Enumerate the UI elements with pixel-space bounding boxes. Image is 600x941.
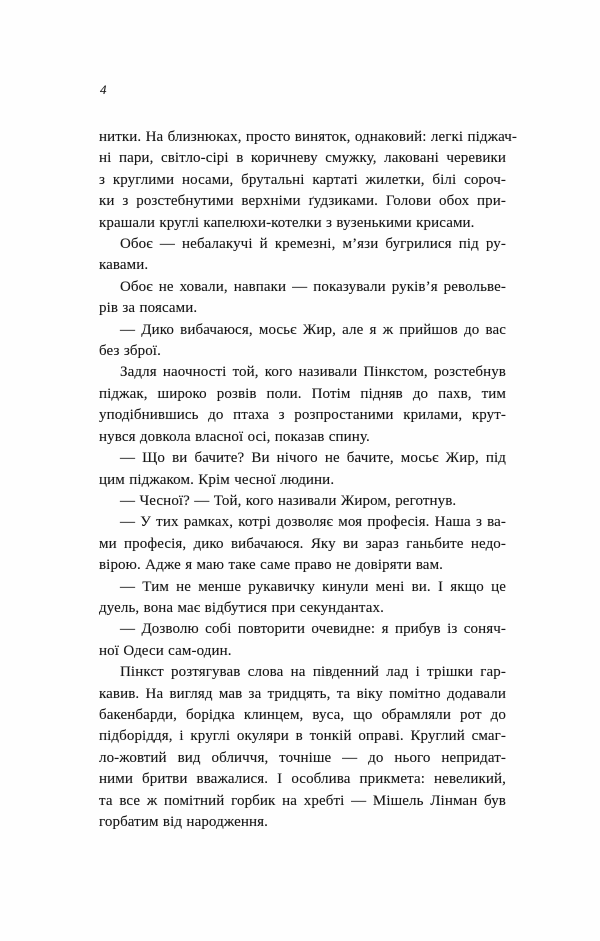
text-line: — Дико вибачаюся, мосьє Жир, але я ж прийшов до вас bbox=[120, 321, 506, 338]
paragraph bbox=[99, 362, 506, 448]
text-line: — Тим не менше рукавичку кинули мені ви. І якщо це bbox=[120, 578, 506, 595]
text-line: дуель, вона має відбутися при секундантах. bbox=[99, 599, 384, 616]
text-line: Пінкст розтягував слова на південний лад і трішки гар- bbox=[120, 664, 506, 681]
paragraph bbox=[99, 512, 506, 576]
paragraph bbox=[99, 234, 506, 277]
text-line: Обоє не ховали, навпаки — показували руків’я револьве- bbox=[120, 278, 506, 295]
text-line: ної Одеси сам-один. bbox=[99, 642, 232, 659]
text-line: ки з розстебнутими верхніми ґудзиками. Голови обох при- bbox=[99, 193, 506, 210]
text-line: з круглими носами, брутальні картаті жилетки, білі сороч- bbox=[99, 171, 506, 188]
text-line: уподібнившись до птаха з розпростаними крилами, крут- bbox=[99, 407, 506, 424]
text-line: та все ж помітний горбик на хребті — Мішель Лінман був bbox=[99, 792, 506, 809]
text-line: без зброї. bbox=[99, 343, 161, 360]
paragraph bbox=[99, 577, 506, 620]
text-line: — Чесної? — Той, кого називали Жиром, реготнув. bbox=[120, 492, 457, 509]
text-line: Задля наочності той, кого називали Пінкстом, розстебнув bbox=[120, 364, 506, 381]
text-line: цим піджаком. Крім чесної людини. bbox=[99, 471, 335, 488]
page-number: 4 bbox=[100, 82, 107, 97]
text-line: піджак, широко розвів поли. Потім підняв до пахв, тим bbox=[99, 385, 506, 402]
text-line: підборіддя, і круглі окуляри в тонкій оправі. Круглий смаг- bbox=[99, 728, 506, 745]
text-line: бакенбарди, борідка клинцем, вуса, що обрамляли рот до bbox=[99, 706, 506, 723]
paragraph bbox=[99, 619, 506, 662]
text-line: ні пари, світло-сірі в коричневу смужку, лаковані черевики bbox=[99, 150, 506, 167]
text-line: нувся довкола власної осі, показав спину. bbox=[99, 428, 370, 445]
text-line: вірою. Адже я маю таке саме право не довіряти вам. bbox=[99, 557, 444, 574]
text-line: — Дозволю собі повторити очевидне: я прибув із соняч- bbox=[120, 621, 506, 638]
paragraph bbox=[99, 491, 506, 512]
text-line: рів за поясами. bbox=[99, 300, 198, 317]
paragraph bbox=[99, 320, 506, 363]
text-line: — У тих рамках, котрі дозволяє моя професія. Наша з ва- bbox=[120, 514, 506, 531]
text-line: горбатим від народження. bbox=[99, 814, 268, 830]
paragraph bbox=[99, 277, 506, 320]
text-line: Обоє — небалакучі й кремезні, м’язи бугрилися під ру- bbox=[120, 236, 506, 253]
text-block bbox=[99, 127, 518, 833]
text-line: — Що ви бачите? Ви нічого не бачите, мосьє Жир, під bbox=[120, 450, 506, 467]
text-line: ло-жовтий вид обличчя, точніше — до нього непридат- bbox=[99, 749, 506, 766]
paragraph bbox=[99, 448, 506, 491]
text-line: ми професія, дико вибачаюся. Яку ви зараз ганьбите недо- bbox=[99, 535, 506, 552]
paragraph bbox=[99, 662, 506, 833]
text-line: кавив. На вигляд мав за тридцять, та віку помітно додавали bbox=[99, 685, 506, 702]
text-line: кавами. bbox=[99, 257, 149, 274]
paragraph bbox=[99, 127, 518, 234]
text-line: нитки. На близнюках, просто виняток, однаковий: легкі піджач- bbox=[99, 129, 518, 145]
text-line: ними бритви вважалися. І особлива прикмета: невеликий, bbox=[99, 771, 506, 788]
text-line: крашали круглі капелюхи-котелки з вузенькими крисами. bbox=[99, 214, 475, 231]
